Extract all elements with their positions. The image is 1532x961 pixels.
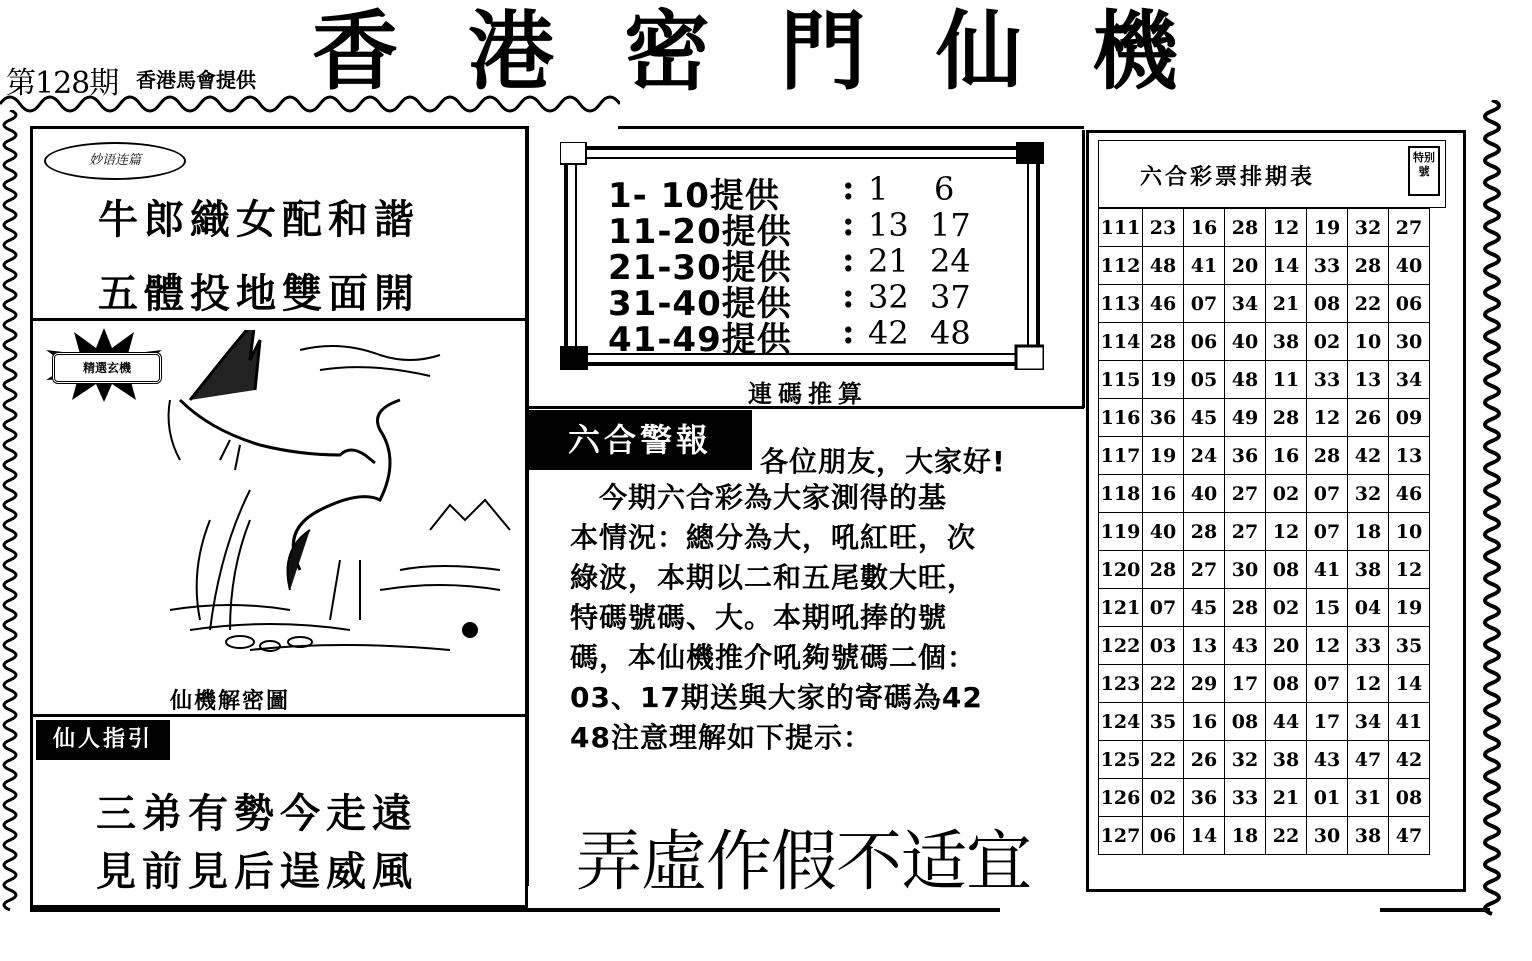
number-cell: 49 <box>1225 399 1266 437</box>
number-cell: 07 <box>1307 665 1348 703</box>
number-cell: 33 <box>1348 627 1389 665</box>
number-cell: 16 <box>1184 703 1225 741</box>
table-row <box>1099 285 1430 323</box>
colon-4: : <box>842 276 855 316</box>
table-row <box>1099 209 1430 247</box>
number-cell: 04 <box>1348 589 1389 627</box>
number-cell: 48 <box>1143 247 1184 285</box>
illustration-caption: 仙機解密圖 <box>170 688 291 714</box>
number-cell: 32 <box>1225 741 1266 779</box>
number-cell: 43 <box>1225 627 1266 665</box>
number-cell: 24 <box>1184 437 1225 475</box>
period-cell: 119 <box>1099 513 1143 551</box>
number-cell: 13 <box>1348 361 1389 399</box>
number-cell: 06 <box>1184 323 1225 361</box>
number-cell: 17 <box>1307 703 1348 741</box>
alert-body-line: 48注意理解如下提示： <box>570 721 872 754</box>
guide-line-2: 見前見后逞威風 <box>96 848 418 895</box>
number-cell: 22 <box>1143 741 1184 779</box>
number-cell: 45 <box>1184 399 1225 437</box>
number-b-3: 24 <box>930 242 971 280</box>
table-row <box>1099 323 1430 361</box>
alert-body-line: 03、17期送與大家的寄碼為42 <box>570 681 983 714</box>
page-title: 香港密門仙機 <box>312 2 1248 102</box>
number-cell: 08 <box>1307 285 1348 323</box>
period-cell: 127 <box>1099 817 1143 855</box>
number-cell: 12 <box>1266 513 1307 551</box>
number-cell: 31 <box>1348 779 1389 817</box>
number-a-2: 13 <box>868 206 909 244</box>
table-row <box>1099 399 1430 437</box>
number-cell: 30 <box>1389 323 1430 361</box>
number-cell: 36 <box>1184 779 1225 817</box>
number-cell: 08 <box>1266 665 1307 703</box>
number-cell: 03 <box>1143 627 1184 665</box>
period-cell: 116 <box>1099 399 1143 437</box>
alert-body-line: 碼，本仙機推介吼夠號碼二個： <box>570 641 977 674</box>
number-cell: 11 <box>1266 361 1307 399</box>
alert-tag: 六合警報 <box>528 410 752 470</box>
number-cell: 38 <box>1266 323 1307 361</box>
crane-goose-illustration <box>150 330 520 670</box>
number-a-5: 42 <box>868 314 909 352</box>
table-row <box>1099 741 1430 779</box>
colon-2: : <box>842 204 855 244</box>
number-cell: 19 <box>1143 361 1184 399</box>
table-row <box>1099 247 1430 285</box>
special-number-label: 特别號 <box>1408 146 1440 196</box>
number-cell: 27 <box>1225 513 1266 551</box>
number-cell: 40 <box>1184 475 1225 513</box>
number-b-5: 48 <box>930 314 971 352</box>
number-cell: 38 <box>1348 551 1389 589</box>
number-row-1: 1- 10提供 <box>608 176 780 216</box>
number-cell: 28 <box>1184 513 1225 551</box>
period-cell: 122 <box>1099 627 1143 665</box>
number-cell: 12 <box>1348 665 1389 703</box>
table-row <box>1099 551 1430 589</box>
number-cell: 07 <box>1184 285 1225 323</box>
number-cell: 16 <box>1266 437 1307 475</box>
number-cell: 14 <box>1266 247 1307 285</box>
number-b-1: 6 <box>934 170 955 208</box>
number-cell: 09 <box>1389 399 1430 437</box>
table-title: 六合彩票排期表 <box>1140 165 1316 190</box>
number-cell: 07 <box>1307 513 1348 551</box>
number-b-4: 37 <box>930 278 971 316</box>
number-a-1: 1 <box>868 170 889 208</box>
number-cell: 46 <box>1143 285 1184 323</box>
greeting: 各位朋友，大家好! <box>760 445 1006 478</box>
number-cell: 41 <box>1307 551 1348 589</box>
number-cell: 08 <box>1389 779 1430 817</box>
table-row <box>1099 589 1430 627</box>
number-cell: 12 <box>1389 551 1430 589</box>
number-cell: 22 <box>1348 285 1389 323</box>
number-cell: 47 <box>1348 741 1389 779</box>
number-cell: 46 <box>1389 475 1430 513</box>
colon-1: : <box>842 168 855 208</box>
number-cell: 14 <box>1389 665 1430 703</box>
table-row <box>1099 779 1430 817</box>
period-cell: 111 <box>1099 209 1143 247</box>
number-cell: 40 <box>1225 323 1266 361</box>
number-cell: 30 <box>1225 551 1266 589</box>
number-cell: 07 <box>1143 589 1184 627</box>
alert-body-line: 本情況：總分為大，吼紅旺，次 <box>570 521 977 554</box>
number-cell: 26 <box>1184 741 1225 779</box>
number-cell: 27 <box>1389 209 1430 247</box>
number-cell: 22 <box>1143 665 1184 703</box>
number-cell: 13 <box>1184 627 1225 665</box>
number-cell: 18 <box>1348 513 1389 551</box>
table-row <box>1099 627 1430 665</box>
number-cell: 40 <box>1389 247 1430 285</box>
alert-body <box>570 478 1060 758</box>
number-cell: 02 <box>1143 779 1184 817</box>
alert-body-line: 特碼號碼、大。本期吼捧的號 <box>570 601 948 634</box>
provider-label: 香港馬會提供 <box>136 68 256 92</box>
period-cell: 123 <box>1099 665 1143 703</box>
schedule-table <box>1098 208 1430 855</box>
slogan: 弄虛作假不适宜 <box>576 823 1031 900</box>
number-cell: 42 <box>1348 437 1389 475</box>
period-cell: 126 <box>1099 779 1143 817</box>
table-row <box>1099 513 1430 551</box>
number-cell: 19 <box>1307 209 1348 247</box>
number-cell: 02 <box>1307 323 1348 361</box>
issue-number: 第128期 <box>6 66 119 101</box>
period-cell: 115 <box>1099 361 1143 399</box>
number-cell: 28 <box>1143 551 1184 589</box>
number-cell: 26 <box>1348 399 1389 437</box>
number-row-3: 21-30提供 <box>608 248 792 288</box>
number-cell: 10 <box>1389 513 1430 551</box>
period-cell: 125 <box>1099 741 1143 779</box>
number-cell: 30 <box>1307 817 1348 855</box>
period-cell: 120 <box>1099 551 1143 589</box>
number-cell: 12 <box>1307 399 1348 437</box>
number-a-4: 32 <box>868 278 909 316</box>
number-cell: 28 <box>1225 589 1266 627</box>
period-cell: 112 <box>1099 247 1143 285</box>
number-cell: 44 <box>1266 703 1307 741</box>
number-cell: 28 <box>1143 323 1184 361</box>
number-b-2: 17 <box>930 206 971 244</box>
number-cell: 32 <box>1348 475 1389 513</box>
number-cell: 48 <box>1225 361 1266 399</box>
number-cell: 33 <box>1225 779 1266 817</box>
colon-5: : <box>842 312 855 352</box>
guide-line-1: 三弟有勢今走遠 <box>96 790 418 837</box>
number-cell: 34 <box>1389 361 1430 399</box>
number-cell: 36 <box>1143 399 1184 437</box>
number-cell: 29 <box>1184 665 1225 703</box>
number-a-3: 21 <box>868 242 909 280</box>
number-cell: 19 <box>1143 437 1184 475</box>
alert-body-line: 綠波，本期以二和五尾數大旺， <box>570 561 977 594</box>
wavy-border-left <box>0 110 22 920</box>
number-cell: 34 <box>1348 703 1389 741</box>
period-cell: 114 <box>1099 323 1143 361</box>
verse-line-2: 五體投地雙面開 <box>98 270 420 317</box>
colon-3: : <box>842 240 855 280</box>
number-cell: 34 <box>1225 285 1266 323</box>
number-cell: 08 <box>1225 703 1266 741</box>
number-cell: 23 <box>1143 209 1184 247</box>
number-cell: 13 <box>1389 437 1430 475</box>
number-cell: 43 <box>1307 741 1348 779</box>
number-cell: 41 <box>1184 247 1225 285</box>
number-cell: 36 <box>1225 437 1266 475</box>
number-cell: 02 <box>1266 589 1307 627</box>
number-cell: 45 <box>1184 589 1225 627</box>
table-row <box>1099 665 1430 703</box>
number-cell: 42 <box>1389 741 1430 779</box>
number-cell: 08 <box>1266 551 1307 589</box>
period-cell: 124 <box>1099 703 1143 741</box>
number-cell: 05 <box>1184 361 1225 399</box>
number-cell: 12 <box>1307 627 1348 665</box>
number-cell: 22 <box>1266 817 1307 855</box>
number-cell: 16 <box>1143 475 1184 513</box>
bottom-rule <box>30 908 1000 912</box>
number-cell: 07 <box>1307 475 1348 513</box>
number-cell: 35 <box>1143 703 1184 741</box>
number-cell: 20 <box>1225 247 1266 285</box>
number-cell: 14 <box>1184 817 1225 855</box>
number-cell: 38 <box>1348 817 1389 855</box>
guide-tag: 仙人指引 <box>36 720 170 760</box>
middle-top-rule <box>618 126 1084 129</box>
period-cell: 117 <box>1099 437 1143 475</box>
number-cell: 06 <box>1143 817 1184 855</box>
number-cell: 02 <box>1266 475 1307 513</box>
featured-badge: 精選玄機 <box>52 352 162 384</box>
number-cell: 27 <box>1184 551 1225 589</box>
number-cell: 18 <box>1225 817 1266 855</box>
number-cell: 10 <box>1348 323 1389 361</box>
bottom-rule-right <box>1380 908 1490 912</box>
table-row <box>1099 361 1430 399</box>
wavy-border-top <box>0 86 620 116</box>
number-cell: 15 <box>1307 589 1348 627</box>
number-row-5: 41-49提供 <box>608 320 792 360</box>
number-cell: 27 <box>1225 475 1266 513</box>
number-cell: 35 <box>1389 627 1430 665</box>
middle-right-rule <box>1082 130 1085 408</box>
number-row-4: 31-40提供 <box>608 284 792 324</box>
period-cell: 121 <box>1099 589 1143 627</box>
table-row <box>1099 475 1430 513</box>
alert-body-line: 今期六合彩為大家測得的基 <box>570 481 948 514</box>
period-cell: 118 <box>1099 475 1143 513</box>
number-cell: 16 <box>1184 209 1225 247</box>
number-cell: 28 <box>1266 399 1307 437</box>
number-cell: 40 <box>1143 513 1184 551</box>
middle-left-rule <box>526 126 529 886</box>
number-cell: 12 <box>1266 209 1307 247</box>
number-cell: 06 <box>1389 285 1430 323</box>
wavy-border-right <box>1478 100 1508 920</box>
number-cell: 28 <box>1225 209 1266 247</box>
number-caption: 連碼推算 <box>748 380 868 408</box>
number-cell: 21 <box>1266 285 1307 323</box>
number-cell: 33 <box>1307 247 1348 285</box>
number-cell: 28 <box>1348 247 1389 285</box>
verse-line-1: 牛郎織女配和諧 <box>98 196 420 243</box>
number-cell: 47 <box>1389 817 1430 855</box>
number-cell: 32 <box>1348 209 1389 247</box>
number-cell: 01 <box>1307 779 1348 817</box>
number-cell: 38 <box>1266 741 1307 779</box>
verse-tag: 妙语连篇 <box>44 142 186 180</box>
table-row <box>1099 703 1430 741</box>
number-cell: 33 <box>1307 361 1348 399</box>
table-row <box>1099 437 1430 475</box>
period-cell: 113 <box>1099 285 1143 323</box>
number-cell: 19 <box>1389 589 1430 627</box>
number-row-2: 11-20提供 <box>608 212 792 252</box>
number-cell: 21 <box>1266 779 1307 817</box>
table-row <box>1099 817 1430 855</box>
number-cell: 28 <box>1307 437 1348 475</box>
number-cell: 20 <box>1266 627 1307 665</box>
number-cell: 17 <box>1225 665 1266 703</box>
number-cell: 41 <box>1389 703 1430 741</box>
